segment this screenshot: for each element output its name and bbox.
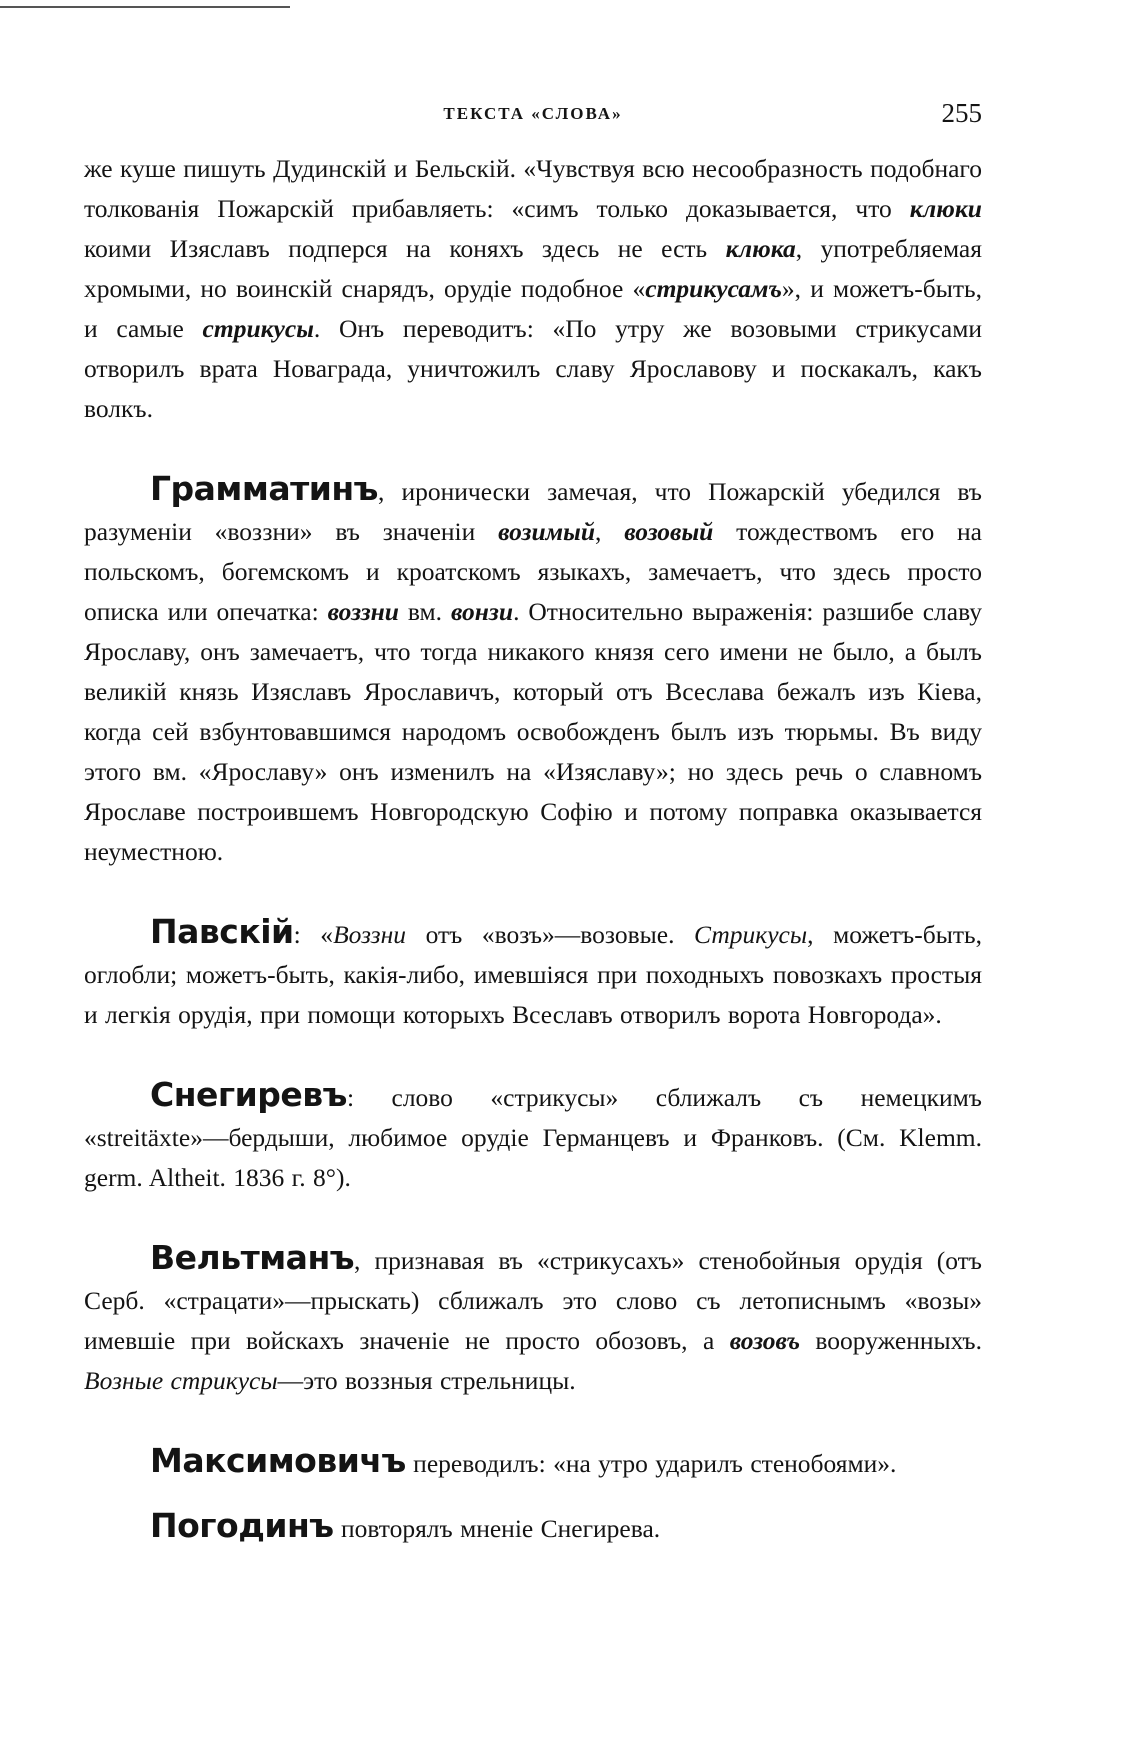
entry-text: : слово «стрикусы» сближалъ съ немецкимъ «streitäxte»—бердыши, любимое орудіе Германцевъ и Франковъ. (См. Klemm. germ. Altheit. 1836 г. 8°). xyxy=(84,1083,982,1192)
intro-text-2: коими Изяславъ подперся на коняхъ здесь не есть xyxy=(84,234,726,263)
entry-text: вооруженныхъ. xyxy=(800,1326,982,1355)
author-name: Павскій xyxy=(150,912,294,951)
intro-paragraph xyxy=(84,149,982,429)
entry-text: переводилъ: «на утро ударилъ стенобоями». xyxy=(405,1449,897,1478)
entry-text: , признавая въ «стрикусахъ» стенобойныя орудія (отъ Серб. «страцати»—прыскать) сближалъ это слово съ летописнымъ «возы» имевшіе при войскахъ значеніе не просто обозовъ, а xyxy=(84,1246,982,1355)
intro-text-5: . Онъ переводитъ: «По утру же возовыми стрикусами отворилъ врата Новаграда, уничтожилъ славу Ярославову и поскакалъ, какъ волкъ. xyxy=(84,314,982,423)
author-name: Грамматинъ xyxy=(150,469,378,508)
entry-snegirev xyxy=(84,1075,982,1198)
entry-emphasis: вонзи xyxy=(450,597,514,626)
intro-emphasis-2: клюка xyxy=(725,234,796,263)
entry-emphasis: Воззни xyxy=(333,920,407,949)
intro-text-3: , употребляемая хромыми, но воинскій снарядъ, орудіе подобное « xyxy=(84,234,982,303)
entry-text: . Относительно выраженія: разшибе славу Ярославу, онъ замечаетъ, что тогда никакого князя сего имени не было, а былъ великій князь Изяславъ Ярославичъ, который отъ Всеслава бежалъ изъ Кіева, когда сей взбунтовавшимся народомъ освобожденъ былъ изъ тюрьмы. Въ виду этого вм. «Ярославу» онъ изменилъ на «Изяславу»; но здесь речь о славномъ Ярославе построившемъ Новгородскую Софію и потому поправка оказывается неуместною. xyxy=(84,597,982,866)
entry-maksimovich xyxy=(84,1441,982,1484)
intro-emphasis-4: стрикусы xyxy=(202,314,314,343)
top-rule xyxy=(0,6,290,8)
entry-text: , можетъ-быть, оглобли; можетъ-быть, какія-либо, имевшіяся при походныхъ повозкахъ простыя и легкія орудія, при помощи которыхъ Всеславъ отворилъ ворота Новгорода». xyxy=(84,920,982,1029)
entry-emphasis: возовый xyxy=(624,517,714,546)
author-name: Вельтманъ xyxy=(150,1238,355,1277)
intro-text-4: », и можетъ-быть, и самые xyxy=(84,274,982,343)
entry-emphasis: возимый xyxy=(498,517,596,546)
entry-text: , xyxy=(595,517,625,546)
entry-emphasis: возовъ xyxy=(729,1326,801,1355)
intro-emphasis-3: стрикусамъ xyxy=(645,274,782,303)
page-body xyxy=(84,149,982,1589)
intro-text-1: же куше пишуть Дудинскій и Бельскій. «Чувствуя всю несообразность подобнаго толкованія Пожарскій прибавляеть: «симъ только доказывается, что xyxy=(84,154,982,223)
entry-text: повторялъ мненіе Снегирева. xyxy=(333,1514,661,1543)
entry-pavsky xyxy=(84,912,982,1035)
running-title: ТЕКСТА «СЛОВА» xyxy=(443,104,623,123)
author-name: Погодинъ xyxy=(150,1506,334,1545)
entry-text: тождествомъ его на польскомъ, богемскомъ и кроатскомъ языкахъ, замечаетъ, что здесь просто описка или опечатка: xyxy=(84,517,982,626)
entry-emphasis: Стрикусы xyxy=(694,920,808,949)
entry-pogodin xyxy=(84,1506,982,1549)
intro-emphasis-1: клюки xyxy=(909,194,982,223)
entry-grammatin xyxy=(84,469,982,872)
entry-text: : « xyxy=(293,920,334,949)
entry-veltman xyxy=(84,1238,982,1401)
entry-text: вм. xyxy=(398,597,451,626)
author-name: Максимовичъ xyxy=(150,1441,406,1480)
entry-text: —это воззныя стрельницы. xyxy=(277,1366,576,1395)
entry-text: отъ «возъ»—возовые. xyxy=(406,920,695,949)
author-name: Снегиревъ xyxy=(150,1075,347,1114)
entry-emphasis: Возные стрикусы xyxy=(84,1366,278,1395)
entry-emphasis: воззни xyxy=(327,597,399,626)
running-head xyxy=(84,98,982,128)
page-number: 255 xyxy=(941,98,982,128)
entry-text: , иронически замечая, что Пожарскій убедился въ разуменіи «воззни» въ значеніи xyxy=(84,477,982,546)
